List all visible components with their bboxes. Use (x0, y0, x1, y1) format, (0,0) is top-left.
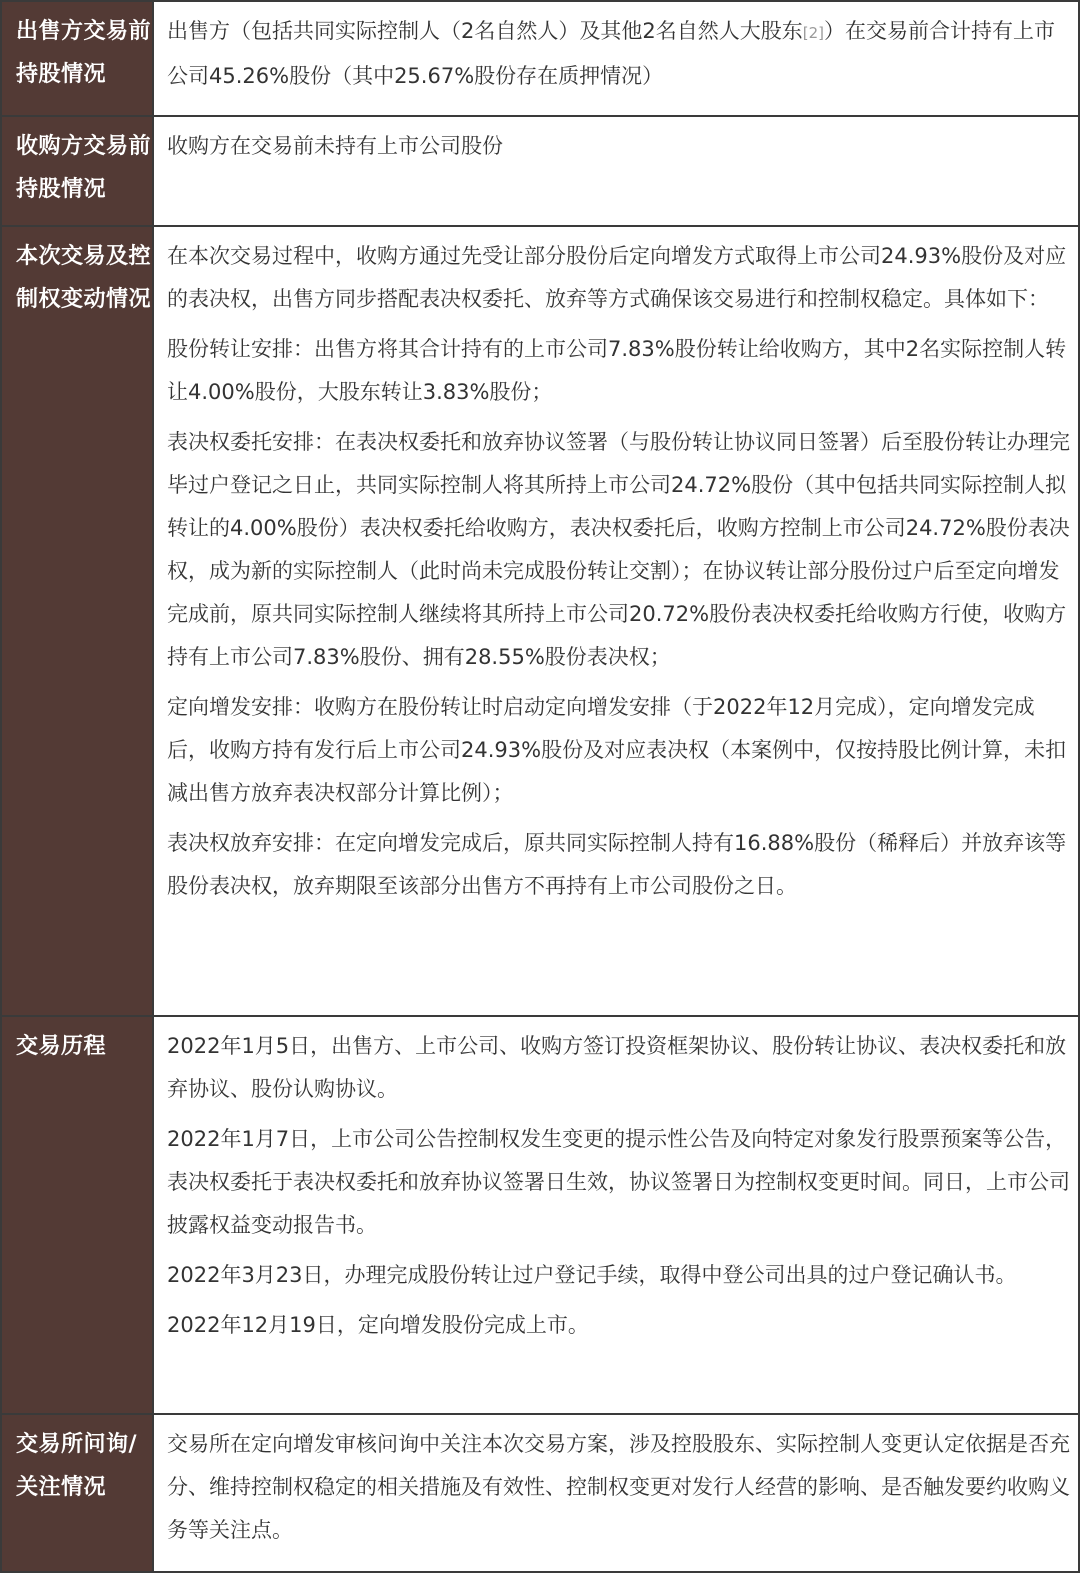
table-row-buyer-holdings (2, 117, 1080, 227)
row-content-exchange-inquiry (154, 1415, 1080, 1571)
timeline-entry: 2022年3月23日，办理完成股份转让过户登记手续，取得中登公司出具的过户登记确认书。 (167, 1263, 1017, 1287)
content-paragraph: 收购方在交易前未持有上市公司股份 (167, 134, 503, 158)
content-paragraph-voting-waiver: 表决权放弃安排：在定向增发完成后，原共同实际控制人持有16.88%股份（稀释后）并放弃该等股份表决权，放弃期限至该部分出售方不再持有上市公司股份之日。 (167, 831, 1067, 898)
row-label-buyer-holdings: 收购方交易前持股情况 (2, 117, 154, 225)
content-paragraph-share-transfer: 股份转让安排：出售方将其合计持有的上市公司7.83%股份转让给收购方，其中2名实际控制人转让4.00%股份，大股东转让3.83%股份； (167, 337, 1067, 404)
row-label-control-change: 本次交易及控制权变动情况 (2, 227, 154, 1015)
table-row-exchange-inquiry (2, 1415, 1080, 1573)
row-label-seller-holdings: 出售方交易前持股情况 (2, 2, 154, 115)
content-paragraph-private-placement: 定向增发安排：收购方在股份转让时启动定向增发安排（于2022年12月完成），定向增发完成后，收购方持有发行后上市公司24.93%股份及对应表决权（本案例中，仅按持股比例计算，未扣减出售方放弃表决权部分计算比例）； (167, 695, 1067, 805)
content-text-part-2: ）在交易前合计持有上市公司45.26%股份（其中25.67%股份存在质押情况） (167, 19, 1055, 88)
timeline-entry: 2022年1月5日，出售方、上市公司、收购方签订投资框架协议、股份转让协议、表决权委托和放弃协议、股份认购协议。 (167, 1034, 1067, 1101)
content-paragraph: 在本次交易过程中，收购方通过先受让部分股份后定向增发方式取得上市公司24.93%股份及对应的表决权，出售方同步搭配表决权委托、放弃等方式确保该交易进行和控制权稳定。具体如下： (167, 244, 1067, 311)
table-row-seller-holdings (2, 2, 1080, 117)
row-content-buyer-holdings (154, 117, 1080, 225)
timeline-entry: 2022年1月7日，上市公司公告控制权发生变更的提示性公告及向特定对象发行股票预案等公告，表决权委托于表决权委托和放弃协议签署日生效，协议签署日为控制权变更时间。同日，上市公司披露权益变动报告书。 (167, 1127, 1070, 1237)
row-label-transaction-history: 交易历程 (2, 1017, 154, 1413)
row-label-exchange-inquiry: 交易所问询/关注情况 (2, 1415, 154, 1571)
content-paragraph-voting-entrustment: 表决权委托安排：在表决权委托和放弃协议签署（与股份转让协议同日签署）后至股份转让办理完毕过户登记之日止，共同实际控制人将其所持上市公司24.72%股份（其中包括共同实际控制人拟转让的4.00%股份）表决权委托给收购方，表决权委托后，收购方控制上市公司24.72%股份表决权，成为新的实际控制人（此时尚未完成股份转让交割）；在协议转让部分股份过户后至定向增发完成前，原共同实际控制人继续将其所持上市公司20.72%股份表决权委托给收购方行使，收购方持有上市公司7.83%股份、拥有28.55%股份表决权； (167, 430, 1070, 669)
content-text-part-1: 出售方（包括共同实际控制人（2名自然人）及其他2名自然人大股东 (167, 19, 803, 43)
row-content-transaction-history (154, 1017, 1080, 1413)
row-content-control-change (154, 227, 1080, 1015)
row-content-seller-holdings (154, 2, 1080, 115)
table-row-transaction-history (2, 1017, 1080, 1415)
content-paragraph (167, 10, 1072, 98)
timeline-entry: 2022年12月19日，定向增发股份完成上市。 (167, 1313, 589, 1337)
table-row-control-change (2, 227, 1080, 1017)
content-paragraph: 交易所在定向增发审核问询中关注本次交易方案，涉及控股股东、实际控制人变更认定依据是否充分、维持控制权稳定的相关措施及有效性、控制权变更对发行人经营的影响、是否触发要约收购义务等关注点。 (167, 1432, 1070, 1542)
footnote-reference[interactable]: [2] (802, 24, 824, 42)
